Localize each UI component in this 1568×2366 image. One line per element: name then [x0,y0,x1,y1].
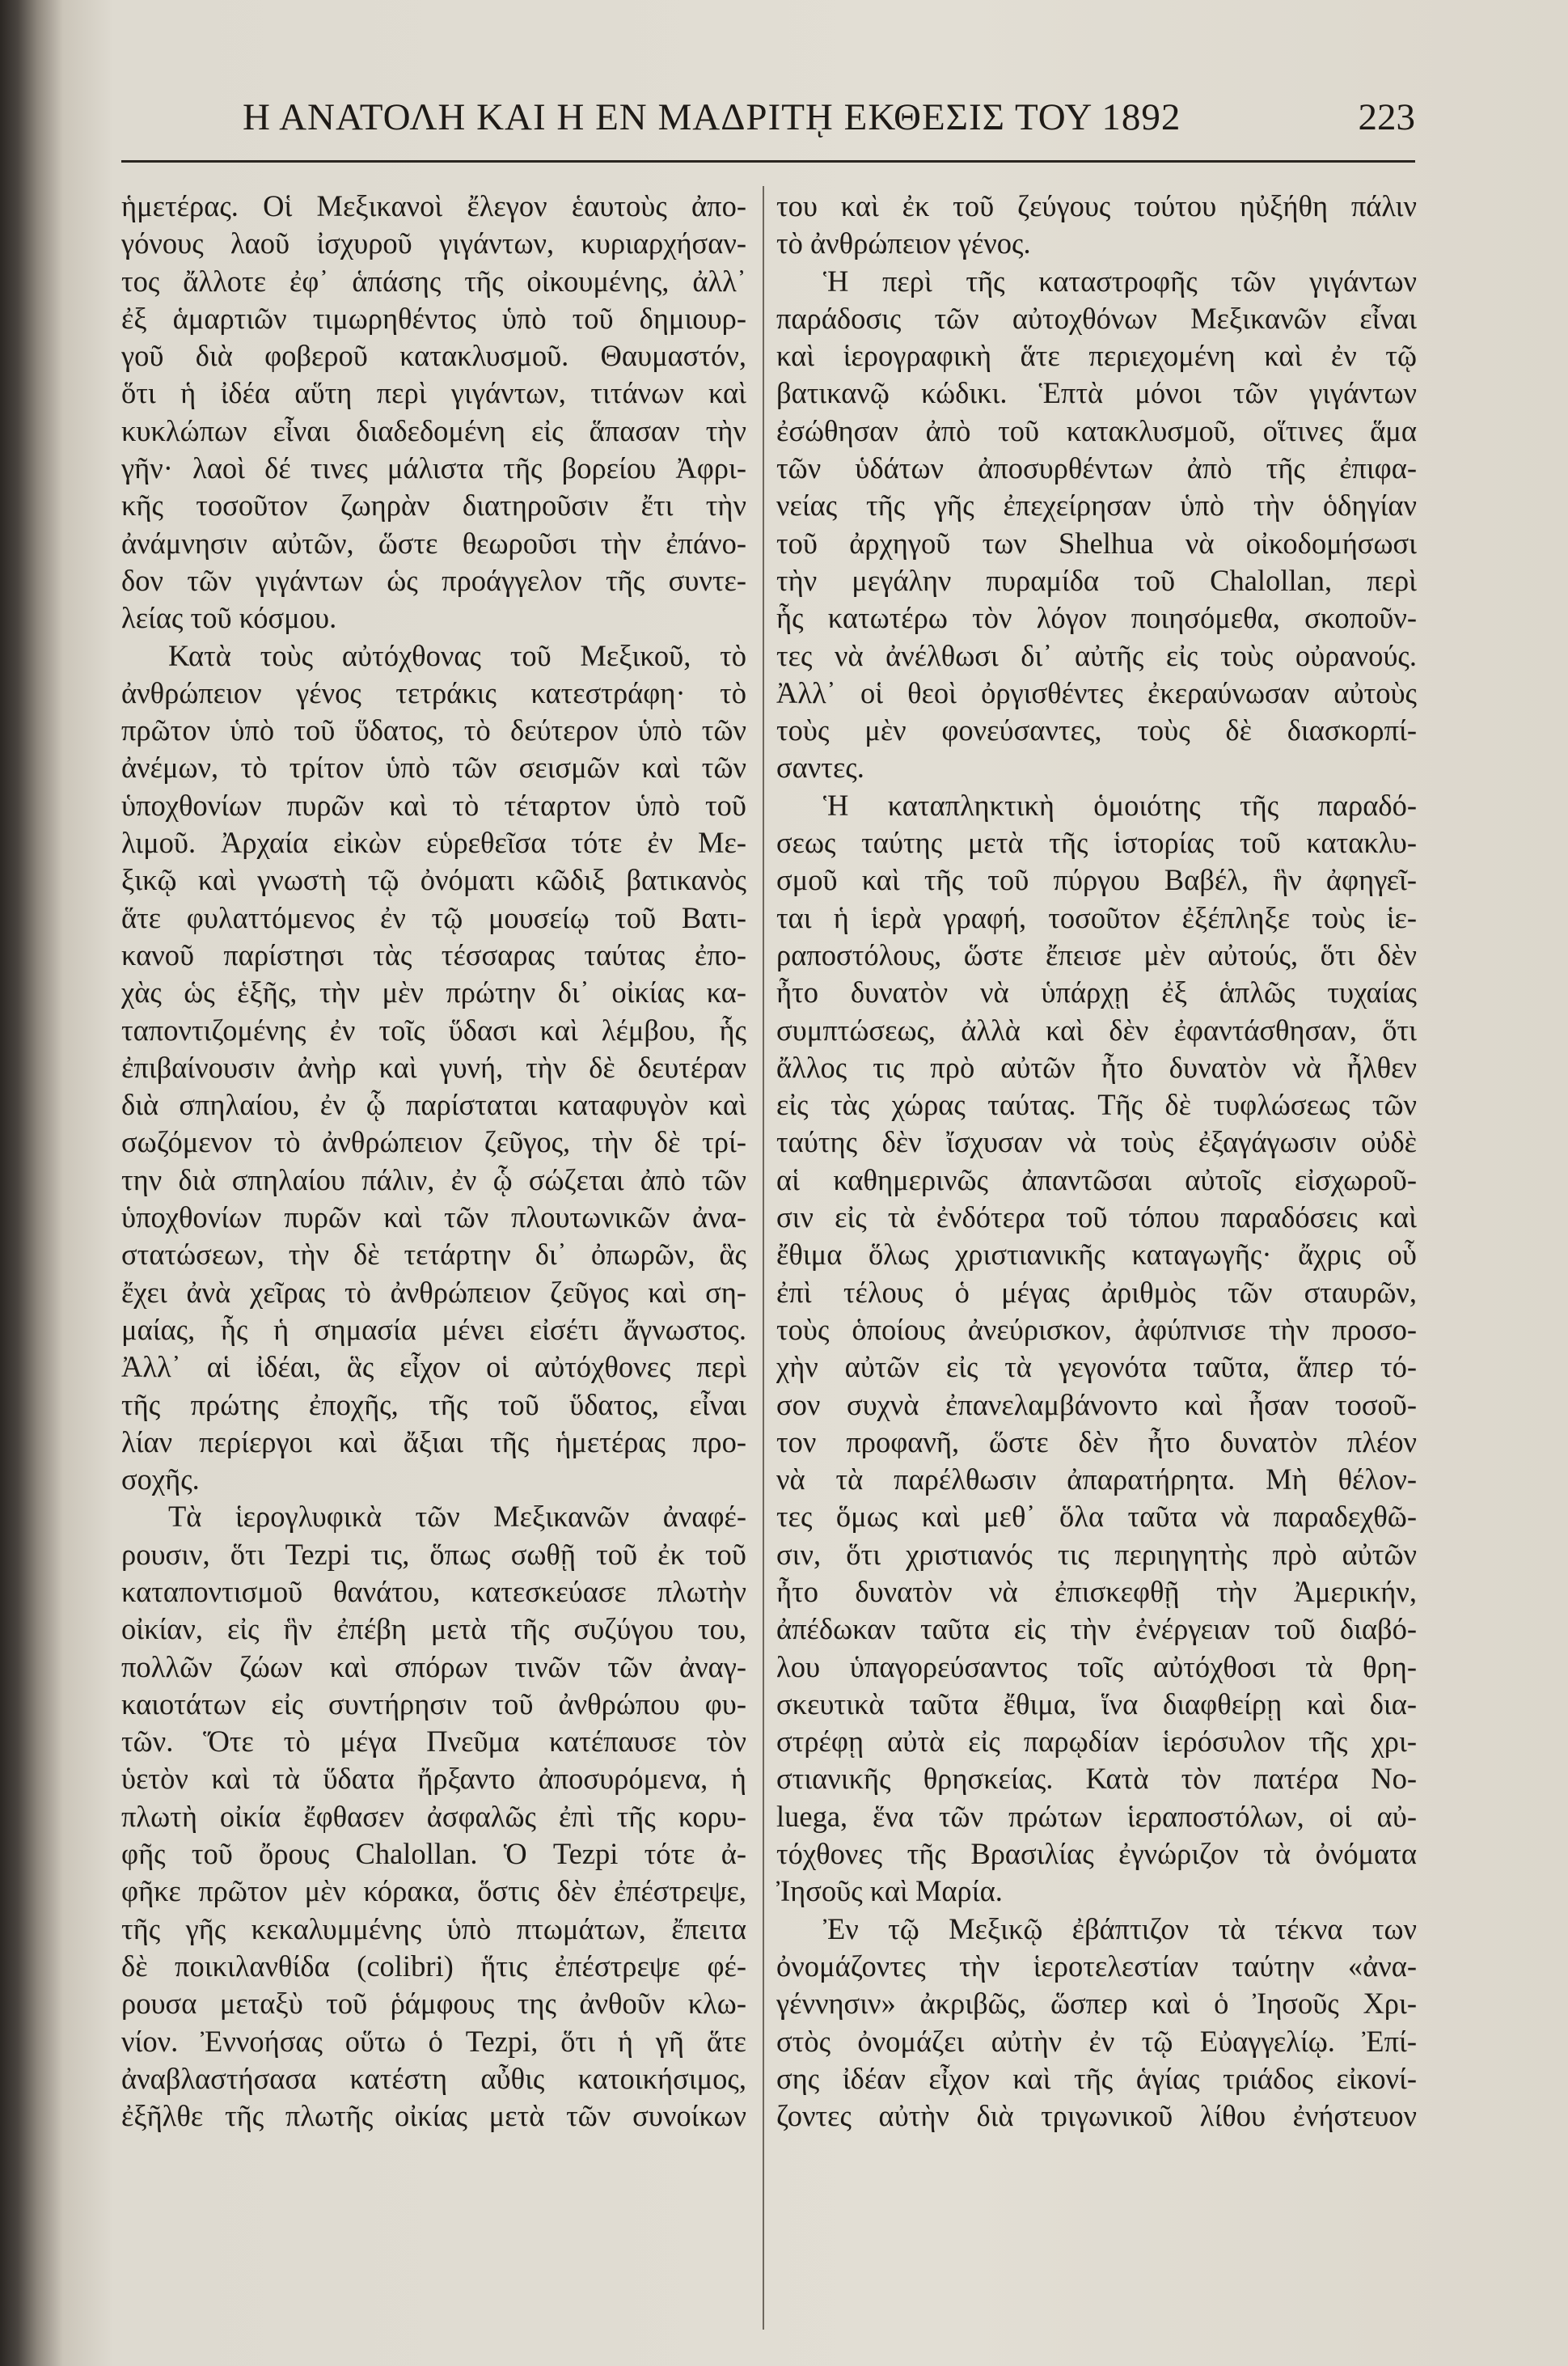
text-line: στὸς ὀνομάζει αὐτὴν ἐν τῷ Εὐαγγελίῳ. Ἐπί- [776,2024,1417,2058]
text-line: σιν εἰς τὰ ἐνδότερα τοῦ τόπου παραδόσεις καὶ [776,1200,1417,1234]
text-line: λου ὑπαγορεύσαντος τοῖς αὐτόχθοσι τὰ θρη- [776,1649,1417,1683]
text-line: ταύτης δὲν ἴσχυσαν νὰ τοὺς ἐξαγάγωσιν οὐδὲ [776,1125,1417,1159]
text-line: ἧς κατωτέρω τὸν λόγον ποιησόμεθα, σκοποῦν- [776,601,1417,635]
page-number: 223 [1358,96,1415,138]
text-line: σεως ταύτης μετὰ τῆς ἱστορίας τοῦ κατακλυ- [776,826,1417,860]
text-line: αἱ καθημερινῶς ἀπαντῶσαι αὐτοῖς εἰσχωροῦ- [776,1162,1417,1196]
page-header [243,95,1415,152]
text-line: ξικῷ καὶ γνωστὴ τῷ ὀνόματι κῶδιξ βατικανὸς [121,863,746,897]
text-line: τες ὅμως καὶ μεθ᾽ ὅλα ταῦτα νὰ παραδεχθῶ- [776,1500,1417,1534]
text-line: ἔχει ἀνὰ χεῖρας τὸ ἀνθρώπειον ζεῦγος καὶ ση- [121,1275,746,1309]
text-line: πρῶτον ὑπὸ τοῦ ὕδατος, τὸ δεύτερον ὑπὸ τῶν [121,713,746,747]
text-line: ἐξ ἁμαρτιῶν τιμωρηθέντος ὑπὸ τοῦ δημιουρ- [121,301,746,335]
text-line: πολλῶν ζώων καὶ σπόρων τινῶν τῶν ἀναγ- [121,1649,746,1683]
text-line: ἅτε φυλαττόμενος ἐν τῷ μουσείῳ τοῦ Βατι- [121,900,746,934]
text-line: γόνους λαοῦ ἰσχυροῦ γιγάντων, κυριαρχήσαν- [121,226,746,260]
text-line: συμπτώσεως, ἀλλὰ καὶ δὲν ἐφαντάσθησαν, ὅτι [776,1013,1417,1047]
text-line: στατώσεων, τὴν δὲ τετάρτην δι᾽ ὀπωρῶν, ἃς [121,1238,746,1272]
text-line: φῆς τοῦ ὄρους Chalollan. Ὁ Tezpi τότε ἀ- [121,1837,746,1871]
text-line: Ἐν τῷ Μεξικῷ ἐβάπτιζον τὰ τέκνα των [823,1911,1417,1945]
text-line: πλωτὴ οἰκία ἔφθασεν ἀσφαλῶς ἐπὶ τῆς κορυ- [121,1799,746,1833]
text-line: κῆς τοσοῦτον ζωηρὰν διατηροῦσιν ἔτι τὴν [121,489,746,523]
text-line: ὀνομάζοντες τὴν ἱεροτελεστίαν ταύτην «ἀνα- [776,1949,1417,1983]
text-line: τὴν μεγάλην πυραμίδα τοῦ Chalollan, περὶ [776,563,1417,597]
text-line: τῆς πρώτης ἐποχῆς, τῆς τοῦ ὕδατος, εἶναι [121,1387,746,1421]
text-line: νείας τῆς γῆς ἐπεχείρησαν ὑπὸ τὴν ὁδηγίαν [776,489,1417,523]
text-line: νὰ τὰ παρέλθωσιν ἀπαρατήρητα. Μὴ θέλον- [776,1462,1417,1496]
text-line: luega, ἕνα τῶν πρώτων ἱεραποστόλων, οἱ αὐ- [776,1799,1417,1833]
text-line: σκευτικὰ ταῦτα ἔθιμα, ἵνα διαφθείρῃ καὶ δια- [776,1687,1417,1721]
text-line: Ἡ καταπληκτικὴ ὁμοιότης τῆς παραδό- [823,788,1417,822]
text-line: ἀνέμων, τὸ τρίτον ὑπὸ τῶν σεισμῶν καὶ τῶν [121,751,746,785]
text-line: τοῦ ἀρχηγοῦ των Shelhua νὰ οἰκοδομήσωσι [776,526,1417,560]
text-line: γέννησιν» ἀκριβῶς, ὥσπερ καὶ ὁ Ἰησοῦς Χρι- [776,1987,1417,2021]
text-line: σιν, ὅτι χριστιανός τις περιηγητὴς πρὸ αὐτῶν [776,1537,1417,1571]
text-line: ἦτο δυνατὸν νὰ ἐπισκεφθῇ τὴν Ἀμερικήν, [776,1574,1417,1608]
text-line: ταποντιζομένης ἐν τοῖς ὕδασι καὶ λέμβου, ἧς [121,1013,746,1047]
text-line: ἀνάμνησιν αὐτῶν, ὥστε θεωροῦσι τὴν ἐπάνο- [121,526,746,560]
text-line: καιοτάτων εἰς συντήρησιν τοῦ ἀνθρώπου φυ- [121,1687,746,1721]
text-line: παράδοσις τῶν αὐτοχθόνων Μεξικανῶν εἶναι [776,301,1417,335]
text-line: τῶν ὑδάτων ἀποσυρθέντων ἀπὸ τῆς ἐπιφα- [776,451,1417,485]
text-line: τῶν. Ὅτε τὸ μέγα Πνεῦμα κατέπαυσε τὸν [121,1725,746,1759]
text-line: διὰ σπηλαίου, ἐν ᾧ παρίσταται καταφυγὸν καὶ [121,1088,746,1122]
text-line: τὸ ἀνθρώπειον γένος. [776,226,1031,260]
text-line: Τὰ ἱερογλυφικὰ τῶν Μεξικανῶν ἀναφέ- [168,1500,746,1534]
text-line: Ἀλλ᾽ οἱ θεοὶ ὀργισθέντες ἐκεραύνωσαν αὐτοὺς [776,675,1417,709]
text-line: τοὺς ὁποίους ἀνεύρισκον, ἀφύπνισε τὴν προσο- [776,1312,1417,1346]
text-line: ἡμετέρας. Οἱ Μεξικανοὶ ἔλεγον ἑαυτοὺς ἀπο- [121,189,746,222]
text-line: Ἰησοῦς καὶ Μαρία. [776,1874,1003,1908]
text-line: οἰκίαν, εἰς ἣν ἐπέβη μετὰ τῆς συζύγου του, [121,1612,746,1646]
text-line: ραποστόλους, ὥστε ἔπεισε μὲν αὐτούς, ὅτι δὲν [776,938,1417,971]
text-line: τος ἄλλοτε ἐφ᾽ ἁπάσης τῆς οἰκουμένης, ἀλλ᾽ [121,264,746,298]
text-line: ται ἡ ἱερὰ γραφή, τοσοῦτον ἐξέπληξε τοὺς ἱε- [776,900,1417,934]
text-line: φῆκε πρῶτον μὲν κόρακα, ὅστις δὲν ἐπέστρεψε, [121,1874,746,1908]
text-line: γοῦ διὰ φοβεροῦ κατακλυσμοῦ. Θαυμαστόν, [121,339,746,373]
text-line: ὑποχθονίων πυρῶν καὶ τὸ τέταρτον ὑπὸ τοῦ [121,788,746,822]
text-line: ἄλλος τις πρὸ αὐτῶν ἦτο δυνατὸν νὰ ἦλθεν [776,1050,1417,1084]
text-line: γῆν· λαοὶ δέ τινες μάλιστα τῆς βορείου Ἀφρι- [121,451,746,485]
text-line: ρουσα μεταξὺ τοῦ ῥάμφους της ἀνθοῦν κλω- [121,1987,746,2021]
column-divider [763,186,764,2330]
text-line: σης ἰδέαν εἶχον καὶ τῆς ἁγίας τριάδος εἰκονί- [776,2061,1417,2095]
text-line: τοὺς μὲν φονεύσαντες, τοὺς δὲ διασκορπί- [776,713,1417,747]
text-line: την διὰ σπηλαίου πάλιν, ἐν ᾧ σώζεται ἀπὸ τῶν [121,1162,746,1196]
header-rule [121,160,1415,163]
text-line: ἀνθρώπειον γένος τετράκις κατεστράφη· τὸ [121,675,746,709]
text-line: λιμοῦ. Ἀρχαία εἰκὼν εὑρεθεῖσα τότε ἐν Με- [121,826,746,860]
text-line: σωζόμενον τὸ ἀνθρώπειον ζεῦγος, τὴν δὲ τρί- [121,1125,746,1159]
running-title: Η ΑΝΑΤΟΛΗ ΚΑΙ Η ΕΝ ΜΑΔΡΙΤῌ ΕΚΘΕΣΙΣ ΤΟΥ 1892 [243,96,1181,138]
text-line: ὑετὸν καὶ τὰ ὕδατα ἤρξαντο ἀποσυρόμενα, ἡ [121,1762,746,1796]
text-line: ἐξῆλθε τῆς πλωτῆς οἰκίας μετὰ τῶν συνοίκων [121,2099,746,2133]
text-line: δον τῶν γιγάντων ὡς προάγγελον τῆς συντε- [121,563,746,597]
text-line: στιανικῆς θρησκείας. Κατὰ τὸν πατέρα No- [776,1762,1417,1796]
text-line: Κατὰ τοὺς αὐτόχθονας τοῦ Μεξικοῦ, τὸ [168,638,746,672]
text-line: τες νὰ ἀνέλθωσι δι᾽ αὐτῆς εἰς τοὺς οὐρανούς. [776,638,1417,672]
text-line: χὰς ὡς ἑξῆς, τὴν μὲν πρώτην δι᾽ οἰκίας κα- [121,976,746,1009]
text-line: τόχθονες τῆς Βρασιλίας ἐγνώριζον τὰ ὀνόματα [776,1837,1417,1871]
text-line: τον προφανῆ, ὥστε δὲν ἦτο δυνατὸν πλέον [776,1424,1417,1458]
text-line: σμοῦ καὶ τῆς τοῦ πύργου Βαβέλ, ἣν ἀφηγεῖ- [776,863,1417,897]
text-line: ρουσιν, ὅτι Tezpi τις, ὅπως σωθῇ τοῦ ἐκ τοῦ [121,1537,746,1571]
text-line: λίαν περίεργοι καὶ ἄξιαι τῆς ἡμετέρας προ- [121,1424,746,1458]
text-line: ὅτι ἡ ἰδέα αὕτη περὶ γιγάντων, τιτάνων καὶ [121,376,746,410]
text-line: δὲ ποικιλανθίδα (colibri) ἥτις ἐπέστρεψε φέ- [121,1949,746,1983]
text-line: καταποντισμοῦ θανάτου, κατεσκεύασε πλωτὴν [121,1574,746,1608]
text-line: ἐσώθησαν ἀπὸ τοῦ κατακλυσμοῦ, οἵτινες ἅμα [776,413,1417,447]
text-line: σοχῆς. [121,1462,200,1496]
text-line: Ἀλλ᾽ αἱ ἰδέαι, ἃς εἶχον οἱ αὐτόχθονες περὶ [121,1350,746,1384]
text-line: μαίας, ἧς ἡ σημασία μένει εἰσέτι ἄγνωστος. [121,1312,746,1346]
text-line: σαντες. [776,751,864,785]
text-line: χὴν αὐτῶν εἰς τὰ γεγονότα ταῦτα, ἅπερ τό- [776,1350,1417,1384]
text-line: νίον. Ἐννοήσας οὕτω ὁ Tezpi, ὅτι ἡ γῆ ἅτε [121,2024,746,2058]
text-line: ἐπὶ τέλους ὁ μέγας ἀριθμὸς τῶν σταυρῶν, [776,1275,1417,1309]
right-column [776,188,1417,2339]
text-line: ἦτο δυνατὸν νὰ ὑπάρχῃ ἐξ ἁπλῶς τυχαίας [776,976,1417,1009]
text-line: κυκλώπων εἶναι διαδεδομένη εἰς ἅπασαν τὴν [121,413,746,447]
text-line: τῆς γῆς κεκαλυμμένης ὑπὸ πτωμάτων, ἔπειτα [121,1911,746,1945]
text-line: κανοῦ παρίστησι τὰς τέσσαρας ταύτας ἐπο- [121,938,746,971]
text-line: καὶ ἱερογραφικὴ ἅτε περιεχομένη καὶ ἐν τῷ [776,339,1417,373]
text-line: ὑποχθονίων πυρῶν καὶ τῶν πλουτωνικῶν ἀνα- [121,1200,746,1234]
text-line: ἀναβλαστήσασα κατέστη αὖθις κατοικήσιμος, [121,2061,746,2095]
text-line: ζοντες αὐτὴν διὰ τριγωνικοῦ λίθου ἐνήστευον [776,2099,1417,2133]
text-line: ἀπέδωκαν ταῦτα εἰς τὴν ἐνέργειαν τοῦ διαβό- [776,1612,1417,1646]
text-line: στρέφῃ αὐτὰ εἰς παρῳδίαν ἱερόσυλον τῆς χρι- [776,1725,1417,1759]
text-line: ἐπιβαίνουσιν ἀνὴρ καὶ γυνή, τὴν δὲ δευτέραν [121,1050,746,1084]
text-line: Ἡ περὶ τῆς καταστροφῆς τῶν γιγάντων [823,264,1417,298]
text-line: σον συχνὰ ἐπανελαμβάνοντο καὶ ἦσαν τοσοῦ- [776,1387,1417,1421]
text-line: λείας τοῦ κόσμου. [121,601,337,635]
text-line: εἰς τὰς χώρας ταύτας. Τῆς δὲ τυφλώσεως τῶν [776,1088,1417,1122]
left-column [121,188,746,2339]
text-line: του καὶ ἐκ τοῦ ζεύγους τούτου ηὐξήθη πάλιν [776,189,1417,222]
text-line: ἔθιμα ὅλως χριστιανικῆς καταγωγῆς· ἄχρις οὗ [776,1238,1417,1272]
text-line: βατικανῷ κώδικι. Ἑπτὰ μόνοι τῶν γιγάντων [776,376,1417,410]
